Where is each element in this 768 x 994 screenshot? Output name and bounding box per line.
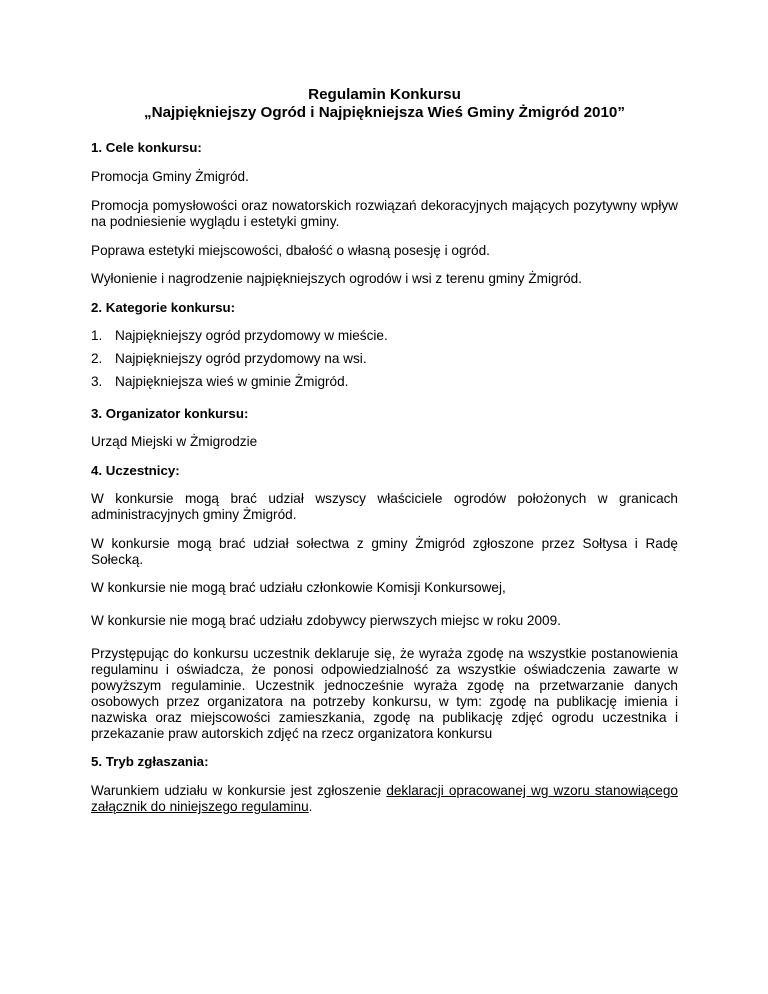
section-5-text-after: . xyxy=(308,799,313,814)
document-page xyxy=(91,86,678,815)
section-4-paragraph: Przystępując do konkursu uczestnik deklaruje się, że wyraża zgodę na wszystkie postanowienia regulaminu i oświadcza, że ponosi odpowiedzialność za wszystkie oświadczenia zawarte w powyższym regulaminie. Uczestnik jednocześnie wyraża zgodę na przetwarzanie danych osobowych przez organizatora na potrzeby konkursu, w tym: zgodę na publikację imienia i nazwiska oraz miejscowości zamieszkania, zgodę na publikację zdjęć ogrodu uczestnika i przekazanie praw autorskich zdjęć na rzecz organizatora konkursu xyxy=(91,646,678,741)
list-item-number: 1. xyxy=(91,328,103,343)
section-1-paragraph: Poprawa estetyki miejscowości, dbałość o własną posesję i ogród. xyxy=(91,243,490,258)
section-4-paragraph: W konkursie nie mogą brać udziału członkowie Komisji Konkursowej, xyxy=(91,580,506,595)
section-1-paragraph: Promocja pomysłowości oraz nowatorskich rozwiązań dekoracyjnych mających pozytywny wpływ na podniesienie wyglądu i estetyki gminy. xyxy=(91,198,678,229)
list-item-number: 2. xyxy=(91,351,103,366)
section-2-heading: 2. Kategorie konkursu: xyxy=(91,300,236,315)
list-item-text: Najpiękniejszy ogród przydomowy w mieście. xyxy=(115,328,388,343)
title-line-1: Regulamin Konkursu xyxy=(308,86,461,103)
section-1-paragraph: Promocja Gminy Żmigród. xyxy=(91,169,249,184)
section-5-text-before: Warunkiem udziału w konkursie jest zgłoszenie xyxy=(91,783,387,798)
section-4-paragraph: W konkursie mogą brać udział wszyscy właściciele ogrodów położonych w granicach administracyjnych gminy Żmigród. xyxy=(91,491,678,522)
list-item-text: Najpiękniejszy ogród przydomowy na wsi. xyxy=(115,351,367,366)
section-1-heading: 1. Cele konkursu: xyxy=(91,140,202,155)
section-3-heading: 3. Organizator konkursu: xyxy=(91,406,249,421)
section-1-paragraph: Wyłonienie i nagrodzenie najpiękniejszych ogrodów i wsi z terenu gminy Żmigród. xyxy=(91,271,583,286)
list-item xyxy=(91,374,678,390)
list-item-number: 3. xyxy=(91,374,103,389)
section-5-heading: 5. Tryb zgłaszania: xyxy=(91,754,209,769)
section-5-text xyxy=(91,783,678,815)
title-line-2: „Najpiękniejszy Ogród i Najpiękniejsza Wieś Gminy Żmigród 2010” xyxy=(144,104,625,121)
section-4-paragraph: W konkursie mogą brać udział sołectwa z gminy Żmigród zgłoszone przez Sołtysa i Radę Sołecką. xyxy=(91,536,678,567)
document-title xyxy=(91,86,678,122)
list-item xyxy=(91,351,678,367)
section-4-heading: 4. Uczestnicy: xyxy=(91,463,180,478)
list-item-text: Najpiękniejsza wieś w gminie Żmigród. xyxy=(115,374,349,389)
declaration-link: deklaracji opracowanej wg wzoru stanowiącego załącznik do niniejszego regulaminu xyxy=(91,783,678,814)
section-3-text: Urząd Miejski w Żmigrodzie xyxy=(91,434,258,449)
list-item xyxy=(91,328,678,344)
section-4-paragraph: W konkursie nie mogą brać udziału zdobywcy pierwszych miejsc w roku 2009. xyxy=(91,613,561,628)
